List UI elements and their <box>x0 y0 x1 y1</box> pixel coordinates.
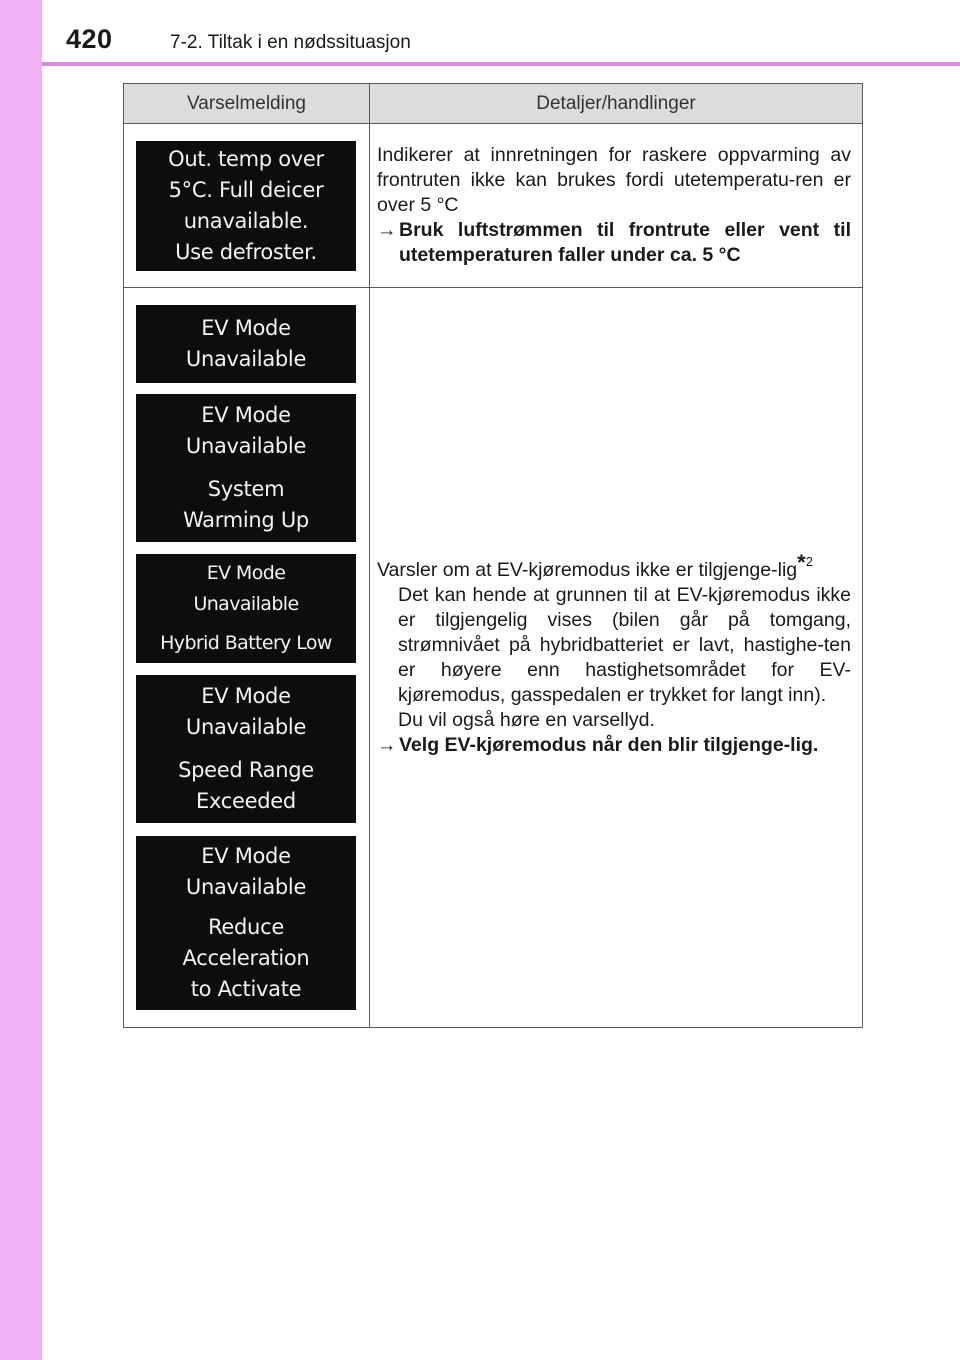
message-image-cell <box>124 124 370 288</box>
screen-line: Unavailable <box>185 347 307 371</box>
arrow-icon: → <box>377 219 397 241</box>
warning-message-table <box>123 83 863 1028</box>
display-screen-deicer <box>136 141 356 271</box>
display-screen-system-warming-up <box>136 394 356 542</box>
column-header-message: Varselmelding <box>124 84 370 124</box>
screen-line: Unavailable <box>185 875 307 899</box>
page-number: 420 <box>66 24 113 54</box>
action-line <box>377 218 851 268</box>
screen-line: to Activate <box>190 977 302 1001</box>
page-header <box>0 0 960 68</box>
screen-line: Use defroster. <box>175 240 317 264</box>
display-screen-hybrid-battery-low <box>136 554 356 663</box>
action-text: Bruk luftstrømmen til frontrute eller vent til utetemperaturen faller under ca. 5 °C <box>399 219 851 266</box>
screen-line: Unavailable <box>185 434 307 458</box>
section-title: 7-2. Tiltak i en nødssituasjon <box>170 32 411 53</box>
screen-line: Hybrid Battery Low <box>160 632 332 654</box>
screen-line: Reduce <box>208 915 284 939</box>
footnote-marker <box>797 549 813 575</box>
table-row <box>124 124 863 288</box>
screen-line: Acceleration <box>182 946 310 970</box>
screen-line: 5°C. Full deicer <box>168 178 324 202</box>
side-thumb-band <box>0 0 42 1360</box>
sound-text: Du vil også høre en varsellyd. <box>398 708 655 731</box>
header-rule <box>42 62 960 66</box>
detail-text: Det kan hende at grunnen til at EV-kjøremodus ikke er tilgjengelig vises (bilen går på tomgang, strømnivået på hybridbatteriet er lavt, hastighe-ten er høyere enn hastighetsområdet for EV-kjøremodus, gasspedalen er trykket for langt inn). <box>398 583 851 706</box>
lead-text <box>377 549 851 583</box>
screen-line: Exceeded <box>196 789 296 813</box>
screen-line: Speed Range <box>178 758 314 782</box>
description-text: Indikerer at innretningen for raskere oppvarming av frontruten ikke kan brukes fordi utetemperatu-ren er over 5 °C <box>377 144 851 216</box>
screen-line: unavailable. <box>183 209 309 233</box>
screen-line: EV Mode <box>201 844 291 868</box>
screen-line: EV Mode <box>201 403 291 427</box>
display-screen-speed-range-exceeded <box>136 675 356 823</box>
details-cell <box>370 124 863 288</box>
column-header-details: Detaljer/handlinger <box>370 84 863 124</box>
screen-line: System <box>207 477 285 501</box>
table-header-row <box>124 84 863 124</box>
footnote-star: * <box>797 549 806 575</box>
screen-line: Out. temp over <box>168 147 324 171</box>
action-line <box>377 733 851 758</box>
table-row <box>124 288 863 1028</box>
display-screen-reduce-acceleration <box>136 836 356 1010</box>
screen-line: Unavailable <box>185 715 307 739</box>
footnote-number: 2 <box>805 553 813 569</box>
action-text: Velg EV-kjøremodus når den blir tilgjenge-lig. <box>399 733 819 756</box>
display-screen-ev-unavailable <box>136 305 356 383</box>
screen-line: EV Mode <box>201 316 291 340</box>
screen-line: EV Mode <box>201 684 291 708</box>
screen-line: EV Mode <box>206 562 286 584</box>
message-image-cell <box>124 288 370 1028</box>
arrow-icon: → <box>377 733 397 756</box>
screen-line: Unavailable <box>193 593 299 615</box>
screen-line: Warming Up <box>183 508 309 532</box>
details-cell <box>370 288 863 1028</box>
lead-text-body: Varsler om at EV-kjøremodus ikke er tilgjenge-lig <box>377 558 798 581</box>
